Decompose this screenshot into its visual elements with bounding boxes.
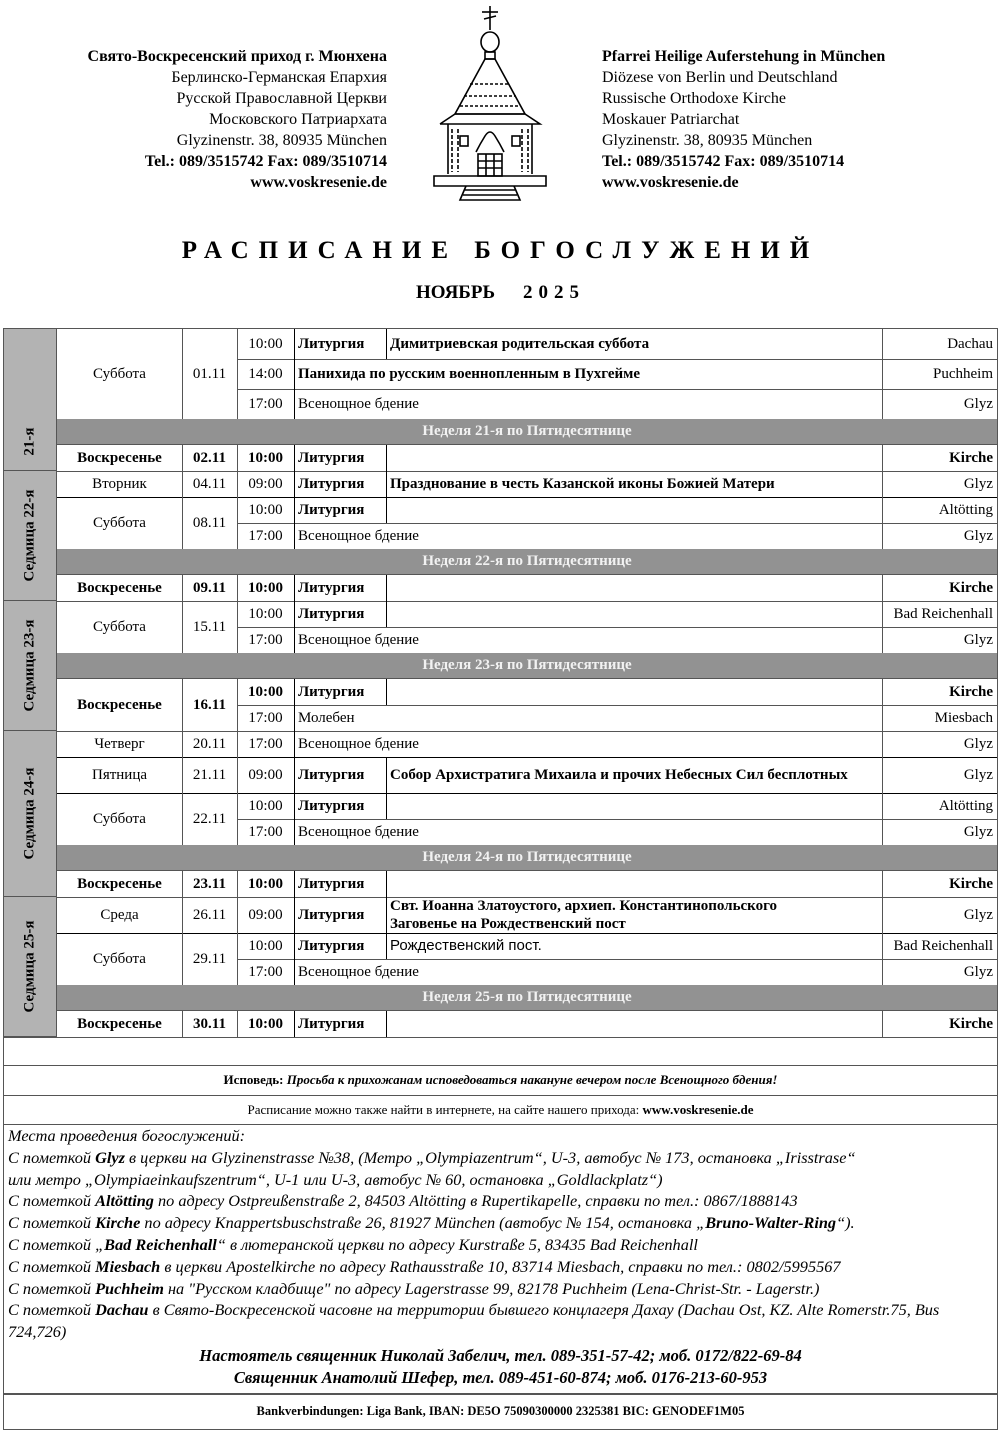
- grid-line: [294, 731, 295, 757]
- grid-line: [882, 359, 883, 389]
- location-prefix: С пометкой: [8, 1213, 92, 1233]
- grid-line: [386, 1011, 387, 1037]
- online-site-link[interactable]: www.voskresenie.de: [642, 1102, 754, 1117]
- service-time: 10:00: [248, 605, 283, 622]
- day-date: 20.11: [192, 735, 227, 752]
- service-time: 17:00: [248, 395, 283, 412]
- year-label: 2025: [523, 282, 586, 303]
- service-time: 10:00: [248, 449, 283, 466]
- service-place: Kirche: [949, 449, 993, 466]
- location-open-quote: „: [95, 1234, 105, 1254]
- service-place: Glyz: [963, 963, 993, 980]
- grid-line: [386, 445, 387, 471]
- grid-line: [294, 819, 295, 845]
- day-name: Четверг: [94, 735, 145, 752]
- service-time: 09:00: [248, 906, 283, 923]
- service-note: Рождественский пост.: [390, 937, 542, 954]
- diocese-ru: Берлинско-Германская Епархия: [171, 69, 387, 86]
- location-end: “).: [836, 1213, 855, 1233]
- service-name: Всенощное бдение: [298, 823, 419, 840]
- grid-line: [882, 959, 883, 985]
- grid-line: [882, 757, 883, 793]
- rector-contact: Настоятель священник Николай Забелич, тел. 089-351-57-42; моб. 0172/822-69-84: [199, 1346, 802, 1365]
- location-text: в церкви на Glyzinenstrasse №38, (Метро „Olympiazentrum“, U-3, автобус № 173, остановка „Irisstrase“: [129, 1147, 856, 1167]
- schedule-table: [3, 328, 998, 1066]
- location-key: Puchheim: [95, 1278, 164, 1298]
- grid-line: [882, 871, 883, 897]
- confession-text: Просьба к прихожанам исповедоваться накануне вечером после Всенощного бдения!: [286, 1072, 778, 1087]
- grid-line: [182, 1011, 183, 1037]
- grid-line: [294, 1011, 295, 1037]
- grid-line: [182, 329, 183, 419]
- service-time: 10:00: [248, 579, 283, 596]
- service-place: Kirche: [949, 579, 993, 596]
- service-place: Kirche: [949, 683, 993, 700]
- service-time: 14:00: [248, 365, 283, 382]
- day-date: 26.11: [192, 906, 227, 923]
- service-name: Всенощное бдение: [298, 735, 419, 752]
- grid-line: [386, 933, 387, 959]
- day-date: 01.11: [192, 365, 227, 382]
- church-ru: Русской Православной Церкви: [176, 90, 387, 107]
- day-date: 08.11: [192, 514, 227, 531]
- grid-line: [182, 793, 183, 845]
- sunday-title-band: Неделя 24-я по Пятидесятнице: [57, 845, 997, 871]
- location-stop: Bruno-Walter-Ring: [705, 1213, 837, 1233]
- day-date: 29.11: [192, 950, 227, 967]
- day-name: Суббота: [93, 514, 146, 531]
- service-name: Литургия: [298, 797, 365, 814]
- day-name: Суббота: [93, 950, 146, 967]
- day-date: 09.11: [193, 579, 226, 596]
- grid-line: [294, 627, 295, 653]
- grid-line: [882, 523, 883, 549]
- grid-line: [294, 897, 295, 933]
- service-place: Glyz: [963, 631, 993, 648]
- patriarchate-ru: Московского Патриархата: [209, 111, 387, 128]
- grid-line: [294, 471, 295, 497]
- week-label-cell: [4, 329, 57, 471]
- day-name: Воскресенье: [77, 579, 162, 596]
- day-name: Суббота: [93, 810, 146, 827]
- service-place: Glyz: [963, 735, 993, 752]
- website-de[interactable]: www.voskresenie.de: [602, 174, 739, 191]
- service-name: Всенощное бдение: [298, 527, 419, 544]
- clergy-contacts: [0, 1345, 1001, 1389]
- phone-de: Tel.: 089/3515742 Fax: 089/3510714: [602, 153, 845, 170]
- grid-line: [182, 871, 183, 897]
- grid-line: [882, 575, 883, 601]
- location-key: Altötting: [95, 1191, 154, 1211]
- confession-note: [3, 1066, 998, 1096]
- grid-line: [882, 389, 883, 419]
- week-label-cell: [4, 601, 57, 731]
- service-time: 17:00: [248, 709, 283, 726]
- address-de: Glyzinenstr. 38, 80935 München: [602, 132, 813, 149]
- location-prefix: С пометкой: [8, 1256, 92, 1276]
- grid-line: [882, 497, 883, 523]
- service-note-line: Свт. Иоанна Златоустого, архиеп. Константинопольского: [390, 898, 778, 914]
- day-name: Воскресенье: [77, 696, 162, 713]
- grid-line: [182, 679, 183, 731]
- grid-line: [4, 1037, 997, 1038]
- month-year: [0, 281, 1001, 305]
- day-name: Суббота: [93, 365, 146, 382]
- confession-label: Исповедь:: [223, 1072, 284, 1087]
- service-place: Kirche: [949, 1015, 993, 1032]
- grid-line: [182, 897, 183, 933]
- service-time: 17:00: [248, 527, 283, 544]
- service-name: Всенощное бдение: [298, 631, 419, 648]
- sunday-title-band: Неделя 25-я по Пятидесятнице: [57, 985, 997, 1011]
- grid-line: [882, 445, 883, 471]
- grid-line: [294, 389, 295, 419]
- grid-line: [294, 871, 295, 897]
- service-time: 10:00: [248, 335, 283, 352]
- parish-name-de: Pfarrei Heilige Auferstehung in München: [602, 48, 886, 65]
- grid-line: [882, 1011, 883, 1037]
- grid-line: [386, 601, 387, 627]
- service-time: 17:00: [248, 823, 283, 840]
- day-name: Суббота: [93, 618, 146, 635]
- location-key: Dachau: [95, 1300, 149, 1320]
- location-prefix: С пометкой: [8, 1191, 92, 1211]
- service-time: 10:00: [248, 501, 283, 518]
- online-note: [3, 1096, 998, 1125]
- service-time: 17:00: [248, 735, 283, 752]
- sunday-title-band: Неделя 23-я по Пятидесятнице: [57, 653, 997, 679]
- service-name: Панихида по русским военнопленным в Пухгейме: [298, 365, 641, 382]
- priest-contact: Священник Анатолий Шефер, тел. 089-451-60-874; моб. 0176-213-60-953: [233, 1368, 768, 1387]
- service-note: Празднование в честь Казанской иконы Божией Матери: [390, 476, 775, 492]
- day-name: Пятница: [91, 766, 148, 783]
- bank-details: Bankverbindungen: Liga Bank, IBAN: DE5O 75090300000 2325381 BIC: GENODEF1M05: [3, 1393, 998, 1430]
- grid-line: [182, 933, 183, 985]
- grid-line: [294, 575, 295, 601]
- grid-line: [182, 601, 183, 653]
- grid-line: [294, 497, 295, 523]
- service-name: Литургия: [298, 1015, 365, 1032]
- service-name: Литургия: [298, 449, 365, 466]
- location-prefix: С пометкой: [8, 1300, 92, 1320]
- sunday-title-band: Неделя 21-я по Пятидесятнице: [57, 419, 997, 445]
- location-key: Miesbach: [95, 1256, 161, 1276]
- locations-heading: Места проведения богослужений:: [8, 1126, 246, 1145]
- grid-line: [386, 871, 387, 897]
- service-name: Литургия: [298, 475, 365, 492]
- grid-line: [386, 897, 387, 933]
- service-name: Литургия: [298, 605, 365, 622]
- online-text: Расписание можно также найти в интернете, на сайте нашего прихода:: [247, 1102, 640, 1117]
- day-date: 23.11: [193, 875, 226, 892]
- grid-line: [182, 497, 183, 549]
- month-label: НОЯБРЬ: [415, 282, 496, 303]
- location-glyz-cont: или метро „Olympiaeinkaufszentrum“, U-1 или U-3, автобус № 60, остановка „Goldlackplatz“): [8, 1169, 663, 1189]
- grid-line: [182, 575, 183, 601]
- service-place: Glyz: [963, 823, 993, 840]
- location-text: на "Русском кладбище" по адресу Lagerstrasse 99, 82178 Puchheim (Lena-Christ-Str. - Lagerstr.): [167, 1278, 820, 1298]
- church-chapel-icon: [430, 4, 550, 202]
- service-place: Glyz: [963, 475, 993, 492]
- service-name: Литургия: [298, 579, 365, 596]
- grid-line: [386, 497, 387, 523]
- grid-line: [882, 627, 883, 653]
- day-date: 02.11: [193, 449, 226, 466]
- grid-line: [294, 523, 295, 549]
- phone-ru: Tel.: 089/3515742 Fax: 089/3510714: [144, 153, 387, 170]
- service-place: Bad Reichenhall: [893, 605, 993, 622]
- day-name: Среда: [100, 906, 139, 923]
- service-name: Литургия: [298, 937, 365, 954]
- location-reichenhall: [8, 1234, 997, 1256]
- grid-line: [882, 705, 883, 731]
- grid-line: [294, 445, 295, 471]
- service-place: Glyz: [963, 527, 993, 544]
- service-time: 17:00: [248, 631, 283, 648]
- sunday-title-band: Неделя 22-я по Пятидесятнице: [57, 549, 997, 575]
- location-text: в Свято-Воскресенской часовне на территории бывшего концлагеря Дахау (Dachau Ost, KZ. Alte Romerstr.75, Bus 724,726): [8, 1300, 940, 1342]
- location-key: Kirche: [95, 1213, 141, 1233]
- grid-line: [882, 731, 883, 757]
- day-date: 30.11: [193, 1015, 226, 1032]
- week-label-cell: [4, 731, 57, 897]
- service-time: 17:00: [248, 963, 283, 980]
- service-time: 10:00: [248, 683, 283, 700]
- grid-line: [294, 705, 295, 731]
- grid-line: [182, 471, 183, 497]
- grid-line: [386, 793, 387, 819]
- service-place: Altötting: [938, 797, 993, 814]
- location-text: “ в лютеранской церкви по адресу Kurstraße 5, 83435 Bad Reichenhall: [216, 1234, 698, 1254]
- service-time: 09:00: [248, 766, 283, 783]
- grid-line: [882, 897, 883, 933]
- day-name: Воскресенье: [77, 875, 162, 892]
- header-german: [602, 46, 885, 193]
- patriarchate-de: Moskauer Patriarchat: [602, 111, 740, 128]
- week-label: Седмица 22-я: [21, 489, 38, 582]
- week-label-cell: [4, 897, 57, 1037]
- location-prefix: С пометкой: [8, 1278, 92, 1298]
- grid-line: [882, 471, 883, 497]
- location-prefix: С пометкой: [8, 1147, 92, 1167]
- grid-line: [294, 933, 295, 959]
- grid-line: [882, 933, 883, 959]
- day-name: Воскресенье: [77, 1015, 162, 1032]
- grid-line: [294, 959, 295, 985]
- diocese-de: Diözese von Berlin und Deutschland: [602, 69, 838, 86]
- grid-line: [294, 793, 295, 819]
- grid-line: [294, 679, 295, 705]
- location-kirche: [8, 1212, 997, 1234]
- day-date: 04.11: [192, 475, 227, 492]
- location-dachau: [8, 1299, 997, 1343]
- grid-line: [386, 575, 387, 601]
- location-text: по адресу Ostpreußenstraße 2, 84503 Altötting в Rupertikapelle, справки по тел.: 0867/1888143: [158, 1191, 798, 1211]
- location-key: Glyz: [95, 1147, 125, 1167]
- location-altoetting: [8, 1190, 997, 1212]
- week-label: Седмица 25-я: [21, 920, 38, 1013]
- location-puchheim: [8, 1278, 997, 1300]
- service-name: Литургия: [298, 906, 365, 923]
- page-title: РАСПИСАНИЕ БОГОСЛУЖЕНИЙ: [181, 237, 820, 264]
- grid-line: [882, 819, 883, 845]
- parish-name-ru: Свято-Воскресенский приход г. Мюнхена: [87, 48, 387, 65]
- church-de: Russische Orthodoxe Kirche: [602, 90, 786, 107]
- service-time: 10:00: [248, 937, 283, 954]
- location-miesbach: [8, 1256, 997, 1278]
- grid-line: [294, 757, 295, 793]
- location-text: по адресу Knappertsbuschstraße 26, 81927 München (автобус № 154, остановка „: [144, 1213, 706, 1233]
- service-place: Glyz: [963, 906, 993, 923]
- grid-line: [882, 793, 883, 819]
- service-place: Altötting: [938, 501, 993, 518]
- location-prefix: С пометкой: [8, 1234, 92, 1254]
- grid-line: [386, 471, 387, 497]
- grid-line: [294, 359, 295, 389]
- week-label-cell: [4, 471, 57, 601]
- service-name: Всенощное бдение: [298, 395, 419, 412]
- header-russian: [88, 46, 387, 193]
- grid-line: [882, 679, 883, 705]
- service-place: Bad Reichenhall: [893, 937, 993, 954]
- service-name: Всенощное бдение: [298, 963, 419, 980]
- day-date: 22.11: [192, 810, 227, 827]
- location-text: в церкви Apostelkirche по адресу Rathausstraße 10, 83714 Miesbach, справки по тел.: 0802/5995567: [164, 1256, 841, 1276]
- grid-line: [882, 329, 883, 359]
- grid-line: [386, 679, 387, 705]
- grid-line: [882, 601, 883, 627]
- service-name: Литургия: [298, 683, 365, 700]
- day-date: 15.11: [192, 618, 227, 635]
- address-ru: Glyzinenstr. 38, 80935 München: [176, 132, 387, 149]
- grid-line: [294, 329, 295, 359]
- grid-line: [294, 601, 295, 627]
- service-place: Dachau: [947, 335, 993, 352]
- day-name: Воскресенье: [77, 449, 162, 466]
- day-date: 21.11: [192, 766, 227, 783]
- service-note-line: Заговенье на Рождественский пост: [390, 916, 626, 932]
- grid-line: [386, 757, 387, 793]
- service-place: Glyz: [963, 766, 993, 783]
- service-time: 10:00: [248, 797, 283, 814]
- location-key: Bad Reichenhall: [104, 1234, 217, 1254]
- grid-line: [182, 757, 183, 793]
- grid-line: [182, 445, 183, 471]
- service-time: 10:00: [248, 875, 283, 892]
- service-place: Puchheim: [933, 365, 993, 382]
- week-label: Седмица 24-я: [21, 767, 38, 860]
- service-place: Glyz: [963, 395, 993, 412]
- grid-line: [182, 731, 183, 757]
- service-place: Kirche: [949, 875, 993, 892]
- service-time: 10:00: [248, 1015, 283, 1032]
- day-date: 16.11: [193, 696, 226, 713]
- service-note: [386, 897, 882, 933]
- day-name: Вторник: [92, 475, 147, 492]
- service-name: Литургия: [298, 335, 365, 352]
- service-name: Молебен: [298, 709, 355, 726]
- grid-line: [386, 329, 387, 359]
- location-glyz: [8, 1147, 997, 1169]
- service-time: 09:00: [248, 475, 283, 492]
- website-ru[interactable]: www.voskresenie.de: [250, 174, 387, 191]
- service-place: Miesbach: [934, 709, 993, 726]
- week-label: Седмица 23-я: [21, 619, 38, 712]
- service-name: Литургия: [298, 501, 365, 518]
- service-name: Литургия: [298, 875, 365, 892]
- week-label: 21-я: [21, 427, 38, 456]
- service-name: Литургия: [298, 766, 365, 783]
- service-note: Димитриевская родительская суббота: [390, 336, 650, 352]
- service-note: Собор Архистратига Михаила и прочих Небесных Сил бесплотных: [390, 767, 848, 783]
